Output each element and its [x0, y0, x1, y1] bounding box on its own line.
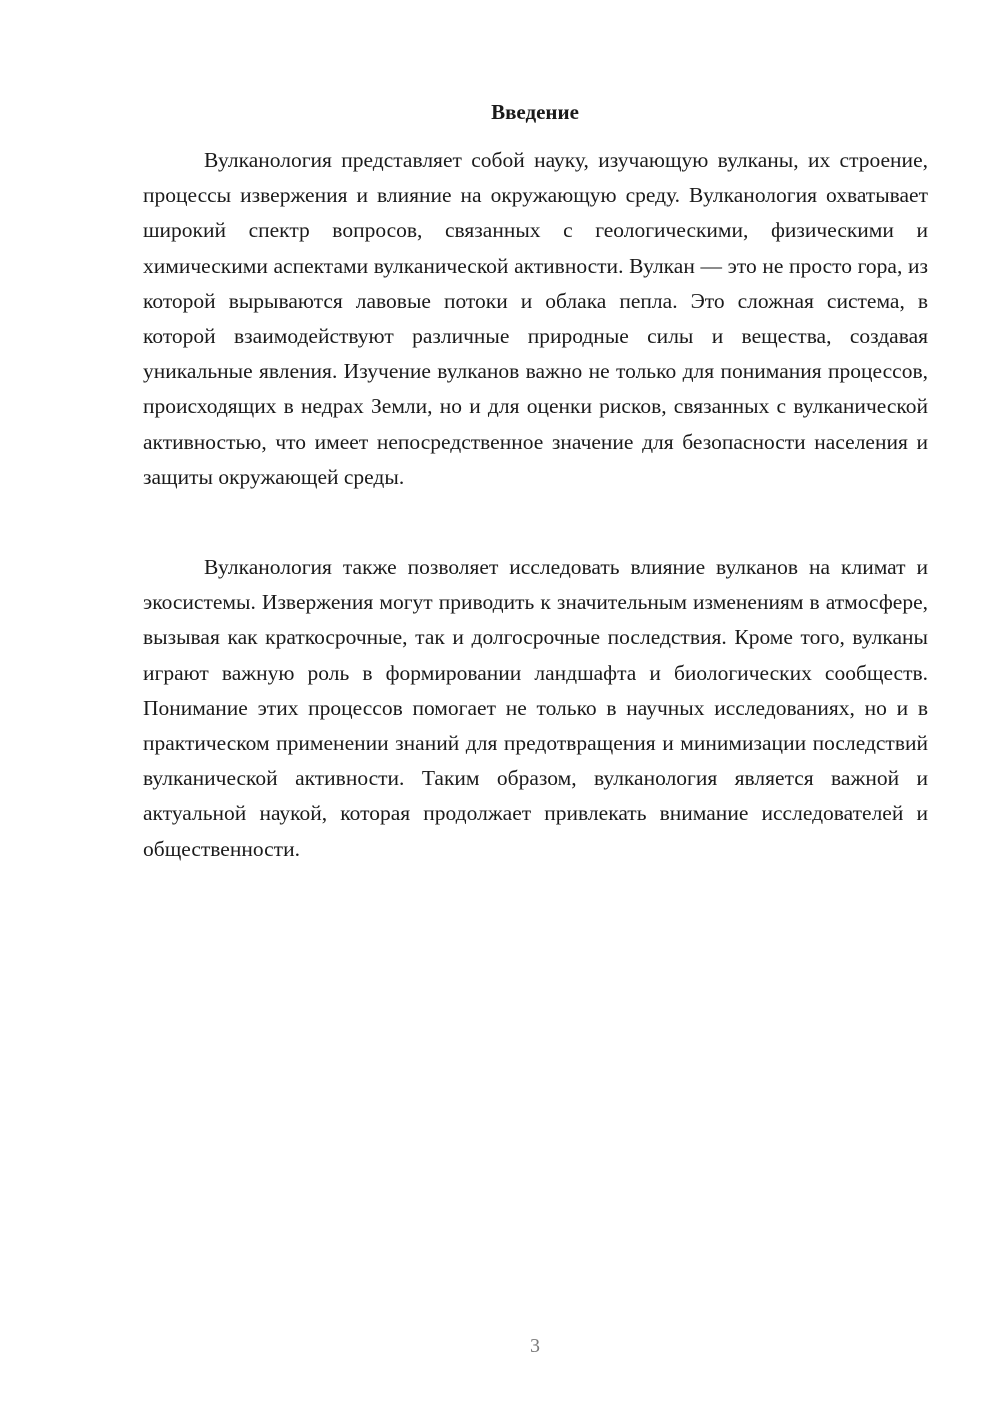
body-paragraph-1: Вулканология представляет собой науку, изучающую вулканы, их строение, процессы извержения и влияние на окружающую среду. Вулканология охватывает широкий спектр вопросов, связанных с геологическими, физическими и химическими аспектами вулканической активности. Вулкан — это не просто гора, из которой вырываются лавовые потоки и облака пепла. Это сложная система, в которой взаимодействуют различные природные силы и вещества, создавая уникальные явления. Изучение вулканов важно не только для понимания процессов, происходящих в недрах Земли, но и для оценки рисков, связанных с вулканической активностью, что имеет непосредственное значение для безопасности населения и защиты окружающей среды.: [143, 148, 928, 489]
page-title: Введение: [491, 100, 579, 124]
page-number: 3: [530, 1335, 540, 1357]
body-paragraph-2: Вулканология также позволяет исследовать влияние вулканов на климат и экосистемы. Извержения могут приводить к значительным изменениям в атмосфере, вызывая как краткосрочные, так и долгосрочные последствия. Кроме того, вулканы играют важную роль в формировании ландшафта и биологических сообществ. Понимание этих процессов помогает не только в научных исследованиях, но и в практическом применении знаний для предотвращения и минимизации последствий вулканической активности. Таким образом, вулканология является важной и актуальной наукой, которая продолжает привлекать внимание исследователей и общественности.: [143, 555, 928, 861]
